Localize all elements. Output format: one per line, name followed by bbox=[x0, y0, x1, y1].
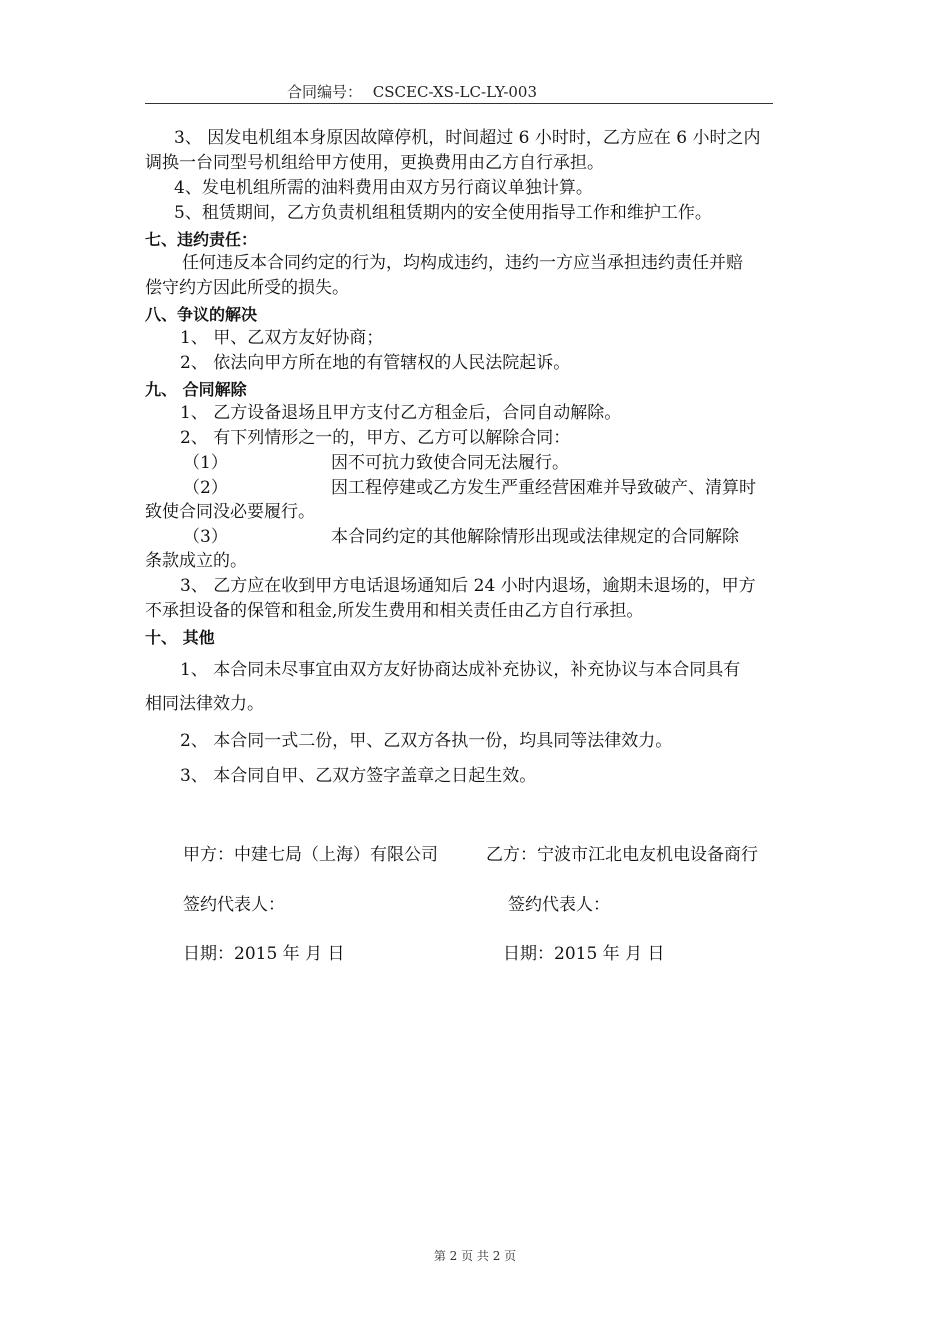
section-10-title: 十、 其他 bbox=[145, 628, 215, 647]
section-9-title: 九、 合同解除 bbox=[145, 380, 247, 399]
party-a-date: 日期：2015 年 月 日 bbox=[183, 944, 345, 964]
s9-sub2-text: 因工程停建或乙方发生严重经营困难并导致破产、清算时 bbox=[331, 478, 756, 498]
s9-sub3-text: 本合同约定的其他解除情形出现或法律规定的合同解除 bbox=[331, 527, 739, 547]
party-b-date: 日期：2015 年 月 日 bbox=[503, 944, 665, 964]
contract-number-label: 合同编号： bbox=[287, 83, 363, 101]
s6-item4: 4、发电机组所需的油料费用由双方另行商议单独计算。 bbox=[174, 178, 593, 198]
s10-item2: 2、 本合同一式二份，甲、乙双方各执一份，均具同等法律效力。 bbox=[180, 731, 673, 751]
s6-item5: 5、租赁期间，乙方负责机组租赁期内的安全使用指导工作和维护工作。 bbox=[174, 203, 712, 223]
section-8-title: 八、争议的解决 bbox=[145, 305, 258, 324]
s10-item1-line1: 1、 本合同未尽事宜由双方友好协商达成补充协议，补充协议与本合同具有 bbox=[180, 660, 741, 680]
s10-item3: 3、 本合同自甲、乙双方签字盖章之日起生效。 bbox=[180, 766, 537, 786]
contract-number-header bbox=[287, 81, 537, 102]
s9-item1: 1、 乙方设备退场且甲方支付乙方租金后，合同自动解除。 bbox=[180, 403, 622, 423]
s9-sub1-text: 因不可抗力致使合同无法履行。 bbox=[331, 453, 569, 473]
party-b-representative: 签约代表人： bbox=[508, 895, 610, 915]
s9-item2: 2、 有下列情形之一的，甲方、乙方可以解除合同： bbox=[180, 428, 571, 448]
s7-paragraph-line1: 任何违反本合同约定的行为，均构成违约，违约一方应当承担违约责任并赔 bbox=[182, 253, 743, 273]
party-a-representative: 签约代表人： bbox=[183, 895, 285, 915]
s6-item3-line1: 3、 因发电机组本身原因故障停机，时间超过 6 小时时，乙方应在 6 小时之内 bbox=[174, 128, 761, 148]
s9-sub1-number: （1） bbox=[183, 453, 228, 473]
s9-sub3-line2: 条款成立的。 bbox=[145, 551, 247, 571]
section-7-title: 七、违约责任： bbox=[145, 230, 258, 249]
s9-sub2-number: （2） bbox=[183, 478, 228, 498]
page-number-footer: 第 2 页 共 2 页 bbox=[433, 1249, 517, 1263]
s6-item3-line2: 调换一台同型号机组给甲方使用，更换费用由乙方自行承担。 bbox=[145, 153, 604, 173]
contract-number-value: CSCEC-XS-LC-LY-003 bbox=[372, 83, 538, 101]
header-rule bbox=[145, 103, 773, 104]
s9-item3-line1: 3、 乙方应在收到甲方电话退场通知后 24 小时内退场，逾期未退场的，甲方 bbox=[180, 576, 756, 596]
s8-item2: 2、 依法向甲方所在地的有管辖权的人民法院起诉。 bbox=[180, 353, 571, 373]
s8-item1: 1、 甲、乙双方友好协商； bbox=[180, 328, 384, 348]
s7-paragraph-line2: 偿守约方因此所受的损失。 bbox=[145, 278, 349, 298]
party-b-name: 乙方：宁波市江北电友机电设备商行 bbox=[486, 845, 758, 865]
party-a-name: 甲方：中建七局（上海）有限公司 bbox=[183, 845, 438, 865]
s9-item3-line2: 不承担设备的保管和租金,所发生费用和相关责任由乙方自行承担。 bbox=[145, 601, 644, 621]
s9-sub3-number: （3） bbox=[183, 527, 228, 547]
s10-item1-line2: 相同法律效力。 bbox=[145, 694, 264, 714]
s9-sub2-line2: 致使合同没必要履行。 bbox=[145, 502, 315, 522]
